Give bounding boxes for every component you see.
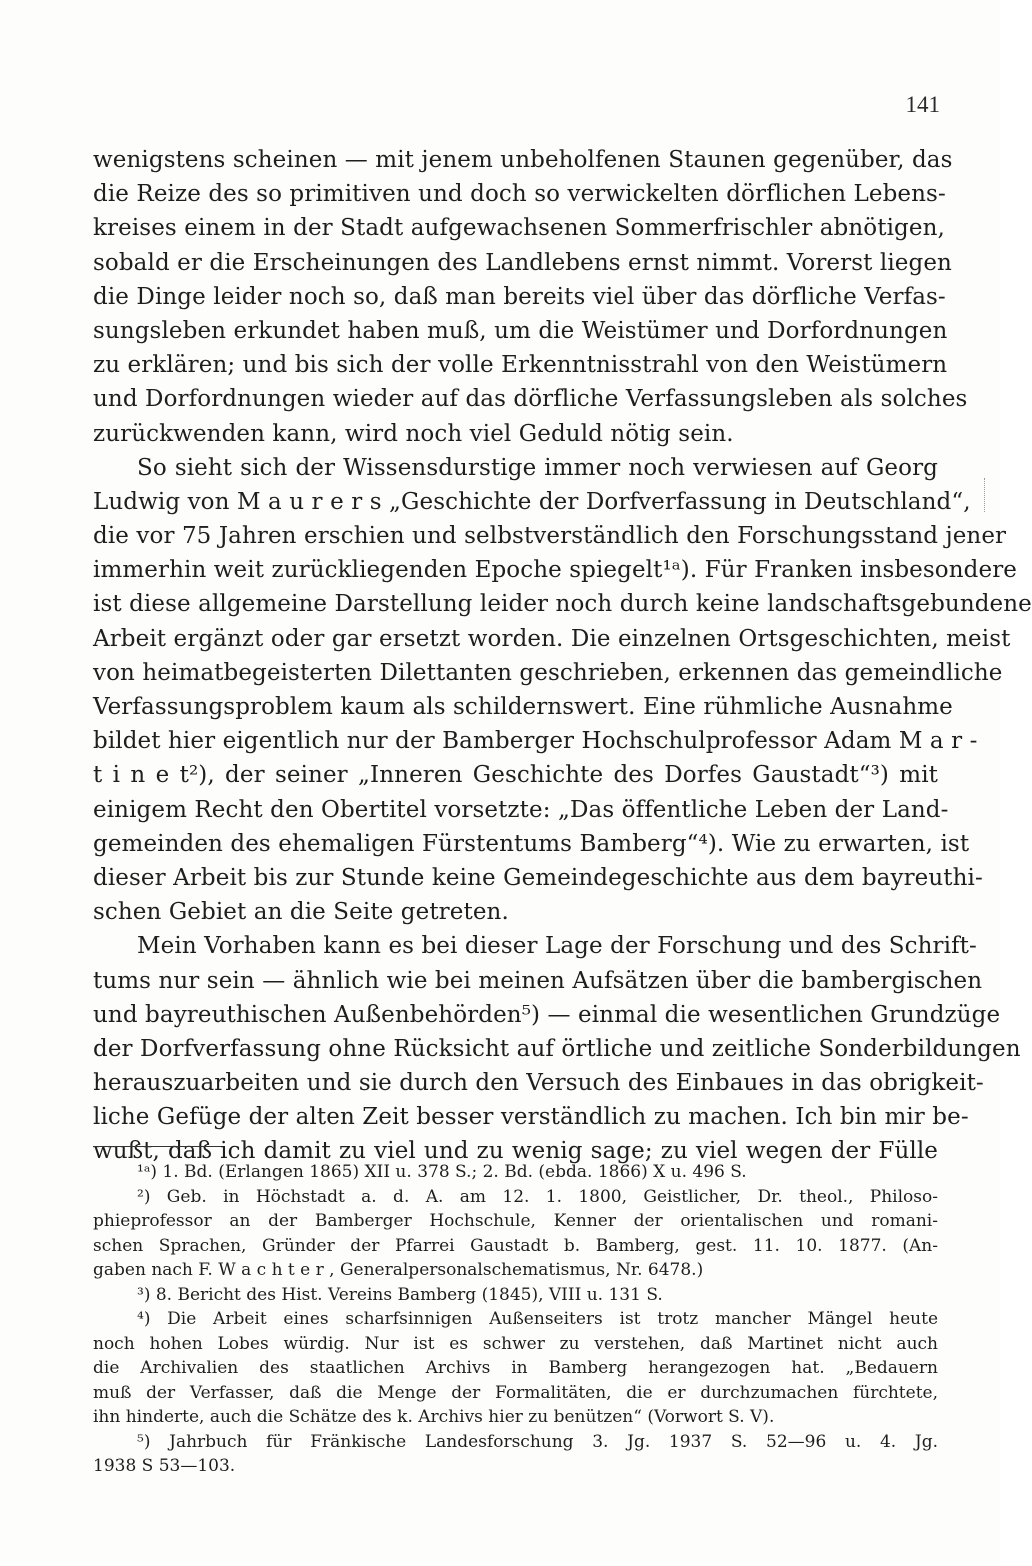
body-line: und bayreuthischen Außenbehörden⁵) — einmal die wesentlichen Grundzüge [93, 1001, 1001, 1028]
page-number: 141 [905, 92, 940, 117]
body-line: zurückwenden kann, wird noch viel Geduld nötig sein. [93, 420, 734, 447]
body-line: die Dinge leider noch so, daß man bereits viel über das dörfliche Verfas- [93, 283, 946, 310]
body-line: t i n e t²), der seiner „Inneren Geschichte des Dorfes Gaustadt“³) mit [93, 762, 938, 789]
body-line: zu erklären; und bis sich der volle Erkenntnisstrahl von den Weistümern [93, 352, 948, 379]
body-line: immerhin weit zurückliegenden Epoche spiegelt¹ᵃ). Für Franken insbesondere [93, 557, 1017, 584]
body-line: sobald er die Erscheinungen des Landlebens ernst nimmt. Vorerst liegen [93, 249, 952, 276]
body-line: die Reize des so primitiven und doch so verwickelten dörflichen Lebens- [93, 181, 946, 208]
body-text [93, 143, 1032, 1169]
body-line: der Dorfverfassung ohne Rücksicht auf örtliche und zeitliche Sonderbildungen [93, 1035, 1021, 1062]
footnote-line: 1938 S 53—103. [93, 1456, 236, 1476]
body-line: schen Gebiet an die Seite getreten. [93, 899, 509, 926]
body-line: Arbeit ergänzt oder gar ersetzt worden. Die einzelnen Ortsgeschichten, meist [93, 625, 1011, 652]
footnote-line: gaben nach F. W a c h t e r , Generalpersonalschematismus, Nr. 6478.) [93, 1260, 704, 1280]
footnotes [93, 1160, 938, 1479]
footnote-line: phieprofessor an der Bamberger Hochschule, Kenner der orientalischen und romani- [93, 1211, 938, 1231]
body-line: liche Gefüge der alten Zeit besser verständlich zu machen. Ich bin mir be- [93, 1104, 969, 1131]
footnote-line: ⁴) Die Arbeit eines scharfsinnigen Außenseiters ist trotz mancher Mängel heute [137, 1309, 938, 1329]
body-line: Mein Vorhaben kann es bei dieser Lage der Forschung und des Schrift- [137, 933, 977, 960]
body-line: wußt, daß ich damit zu viel und zu wenig sage; zu viel wegen der Fülle [93, 1138, 938, 1165]
footnote-line: ihn hinderte, auch die Schätze des k. Archivs hier zu benützen“ (Vorwort S. V). [93, 1407, 775, 1427]
footnote-line: ³) 8. Bericht des Hist. Vereins Bamberg (1845), VIII u. 131 S. [137, 1284, 663, 1305]
footnote-line: die Archivalien des staatlichen Archivs in Bamberg herangezogen hat. „Bedauern [93, 1358, 938, 1378]
body-line: von heimatbegeisterten Dilettanten geschrieben, erkennen das gemeindliche [93, 659, 1003, 686]
body-line: Ludwig von M a u r e r s „Geschichte der Dorfverfassung in Deutschland“, [93, 488, 971, 515]
footnote-line: schen Sprachen, Gründer der Pfarrei Gaustadt b. Bamberg, gest. 11. 10. 1877. (An- [93, 1235, 938, 1256]
body-line: Verfassungsproblem kaum als schildernswert. Eine rühmliche Ausnahme [93, 694, 953, 720]
footnote-line: ²) Geb. in Höchstadt a. d. A. am 12. 1. 1800, Geistlicher, Dr. theol., Philoso- [137, 1186, 938, 1207]
body-line: bildet hier eigentlich nur der Bamberger Hochschulprofessor Adam M a r - [93, 728, 978, 755]
body-line: ist diese allgemeine Darstellung leider noch durch keine landschaftsgebundene [93, 591, 1032, 618]
footnote-line: ¹ᵃ) 1. Bd. (Erlangen 1865) XII u. 378 S.; 2. Bd. (ebda. 1866) X u. 496 S. [137, 1162, 747, 1182]
body-line: wenigstens scheinen — mit jenem unbeholfenen Staunen gegenüber, das [93, 147, 953, 173]
body-line: tums nur sein — ähnlich wie bei meinen Aufsätzen über die bambergischen [93, 967, 983, 994]
body-line: herauszuarbeiten und sie durch den Versuch des Einbaues in das obrigkeit- [93, 1070, 984, 1097]
body-line: kreises einem in der Stadt aufgewachsenen Sommerfrischler abnötigen, [93, 215, 945, 242]
body-line: gemeinden des ehemaligen Fürstentums Bamberg“⁴). Wie zu erwarten, ist [93, 830, 970, 857]
body-line: einigem Recht den Obertitel vorsetzte: „Das öffentliche Leben der Land- [93, 796, 949, 823]
body-line: die vor 75 Jahren erschien und selbstverständlich den Forschungsstand jener [93, 523, 1007, 550]
body-line: und Dorfordnungen wieder auf das dörfliche Verfassungsleben als solches [93, 386, 968, 413]
body-line: So sieht sich der Wissensdurstige immer noch verwiesen auf Georg [137, 454, 938, 481]
margin-mark [984, 478, 991, 512]
body-line: dieser Arbeit bis zur Stunde keine Gemeindegeschichte aus dem bayreuthi- [93, 864, 983, 891]
body-line: sungsleben erkundet haben muß, um die Weistümer und Dorfordnungen [93, 317, 948, 344]
footnote-line: muß der Verfasser, daß die Menge der Formalitäten, die er durchzumachen fürchtete, [93, 1382, 938, 1403]
footnote-line: ⁵) Jahrbuch für Fränkische Landesforschung 3. Jg. 1937 S. 52—96 u. 4. Jg. [137, 1431, 938, 1452]
footnote-line: noch hohen Lobes würdig. Nur ist es schwer zu verstehen, daß Martinet nicht auch [93, 1333, 938, 1354]
footnote-separator [93, 1146, 221, 1147]
